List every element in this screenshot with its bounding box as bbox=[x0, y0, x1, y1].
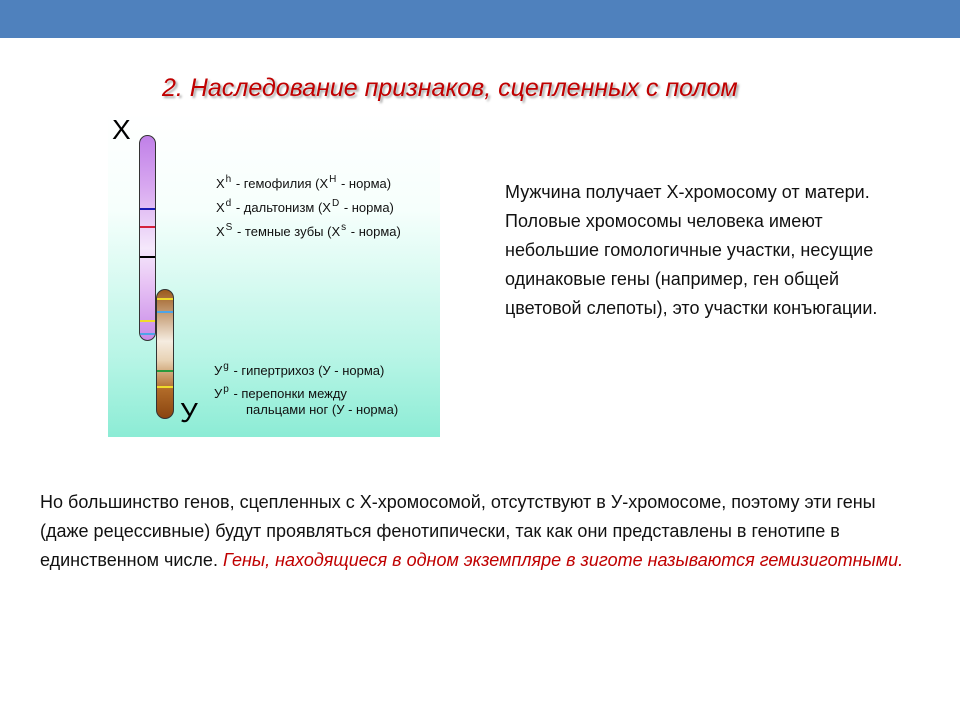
x-chromosome-label: Х bbox=[112, 114, 131, 145]
y-band-yellow bbox=[157, 298, 173, 300]
y-band-green bbox=[157, 370, 173, 372]
bottom-paragraph-accent: Гены, находящиеся в одном экземпляре в зиготе называются гемизиготными. bbox=[222, 550, 904, 570]
gene-line-dark-teeth: $X^S$ - темные зубы ($X^s$ - норма) bbox=[216, 222, 401, 239]
slide-title: 2. Наследование признаков, сцепленных с полом bbox=[162, 74, 738, 102]
x-band-red bbox=[140, 226, 155, 228]
y-chromosome bbox=[156, 289, 174, 419]
x-chromosome bbox=[139, 135, 156, 341]
gene-line-hemophilia: $X^h$ - гемофилия ($X^H$ - норма) bbox=[216, 174, 392, 191]
y-chromosome-label: У bbox=[180, 397, 198, 428]
header-bar bbox=[0, 0, 960, 38]
bottom-paragraph-normal: Но большинство генов, сцепленных с Х-хромосомой, отсутствуют в У-хромосоме, поэтому эти гены (даже рецессивные) будут проявляться фенотипически, так как они представлены в генотипе в единственном числе. bbox=[40, 492, 876, 570]
gene-line-hypertrichosis: $У^g$ - гипертрихоз (У - норма) bbox=[214, 361, 385, 378]
bottom-paragraph bbox=[40, 488, 920, 575]
gene-line-daltonism: $X^d$ - дальтонизм ($X^D$ - норма) bbox=[216, 198, 394, 215]
chromosome-figure bbox=[108, 113, 440, 437]
y-band-light-blue bbox=[157, 311, 173, 313]
x-band-blue bbox=[140, 208, 155, 210]
x-band-light-blue bbox=[140, 333, 155, 335]
y-band-yellow-2 bbox=[157, 386, 173, 388]
gene-line-webbed-toes-continuation: пальцами ног (У - норма) bbox=[246, 402, 399, 417]
x-band-black bbox=[140, 256, 155, 258]
x-band-yellow bbox=[140, 320, 155, 322]
right-paragraph: Мужчина получает Х-хромосому от матери. Половые хромосомы человека имеют небольшие гомологичные участки, несущие одинаковые гены (например, ген общей цветовой слепоты), это участки конъюгации. bbox=[505, 182, 878, 318]
gene-line-webbed-toes: $У^p$ - перепонки между bbox=[214, 384, 347, 401]
